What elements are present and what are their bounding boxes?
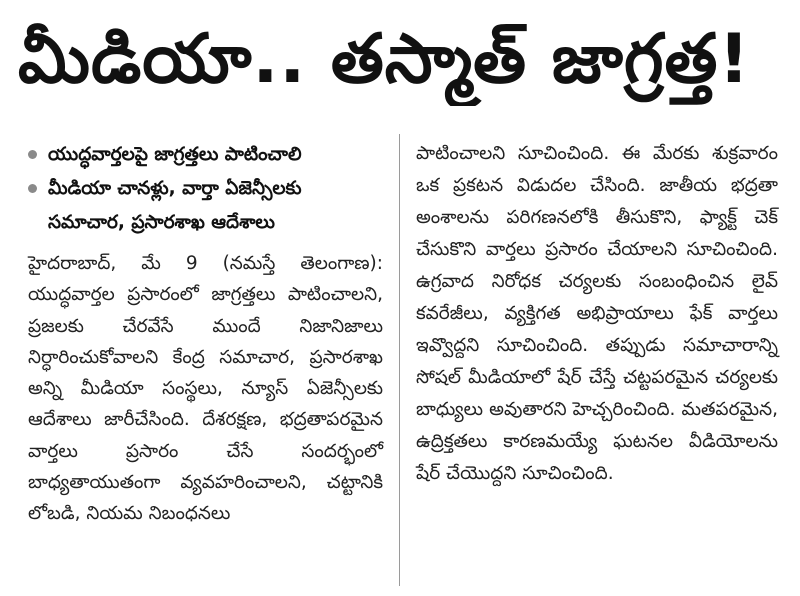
article-headline: మీడియా.. తస్మాత్ జాగ్రత్త! — [18, 20, 751, 99]
article-body-left: హైదరాబాద్, మే 9 (నమస్తే తెలంగాణ): యుద్ధవార్తల ప్రసారంలో జాగ్రత్తలు పాటించాలని, ప్రజలకు చేరవేసే ముందే నిజానిజాలు నిర్ధారించుకోవాలని కేంద్ర సమాచార, ప్రసారశాఖ అన్ని మీడియా సంస్థలు, న్యూస్ ఏజెన్సీలకు ఆదేశాలు జారీచేసింది. దేశరక్షణ, భద్రతాపరమైన వార్తలు ప్రసారం చేసే సందర్భంలో బాధ్యతాయుతంగా వ్యవహరించాలని, చట్టానికి లోబడి, నియమ నిబంధనలు — [28, 253, 383, 525]
column-divider — [399, 134, 400, 586]
summary-bullet-text: యుద్ధవార్తలపై జాగ్రత్తలు పాటించాలి — [48, 144, 302, 165]
summary-bullet — [28, 172, 383, 240]
article-column-right — [416, 138, 778, 490]
bullet-dot-icon — [28, 184, 37, 193]
summary-bullet-text: మీడియా చానళ్లు, వార్తా ఏజెన్సీలకు సమాచార, ప్రసారశాఖ ఆదేశాలు — [48, 178, 302, 233]
summary-bullet — [28, 138, 383, 172]
bullet-dot-icon — [28, 150, 37, 159]
article-column-left — [28, 138, 383, 530]
article-body-right: పాటించాలని సూచించింది. ఈ మేరకు శుక్రవారం ఒక ప్రకటన విడుదల చేసింది. జాతీయ భద్రతా అంశాలను పరిగణనలోకి తీసుకొని, ఫ్యాక్ట్ చెక్ చేసుకొని వార్తలు ప్రసారం చేయాలని సూచించింది. ఉగ్రవాద నిరోధక చర్యలకు సంబంధించిన లైవ్ కవరేజీలు, వ్యక్తిగత అభిప్రాయాలు ఫేక్ వార్తలు ఇవ్వొద్దని సూచించింది. తప్పుడు సమాచారాన్ని సోషల్ మీడియాలో షేర్ చేస్తే చట్టపరమైన చర్యలకు బాధ్యులు అవుతారని హెచ్చరించింది. మతపరమైన, ఉద్రిక్తతలు కారణమయ్యే ఘటనల వీడియోలను షేర్ చేయొద్దని సూచించింది. — [416, 143, 778, 484]
